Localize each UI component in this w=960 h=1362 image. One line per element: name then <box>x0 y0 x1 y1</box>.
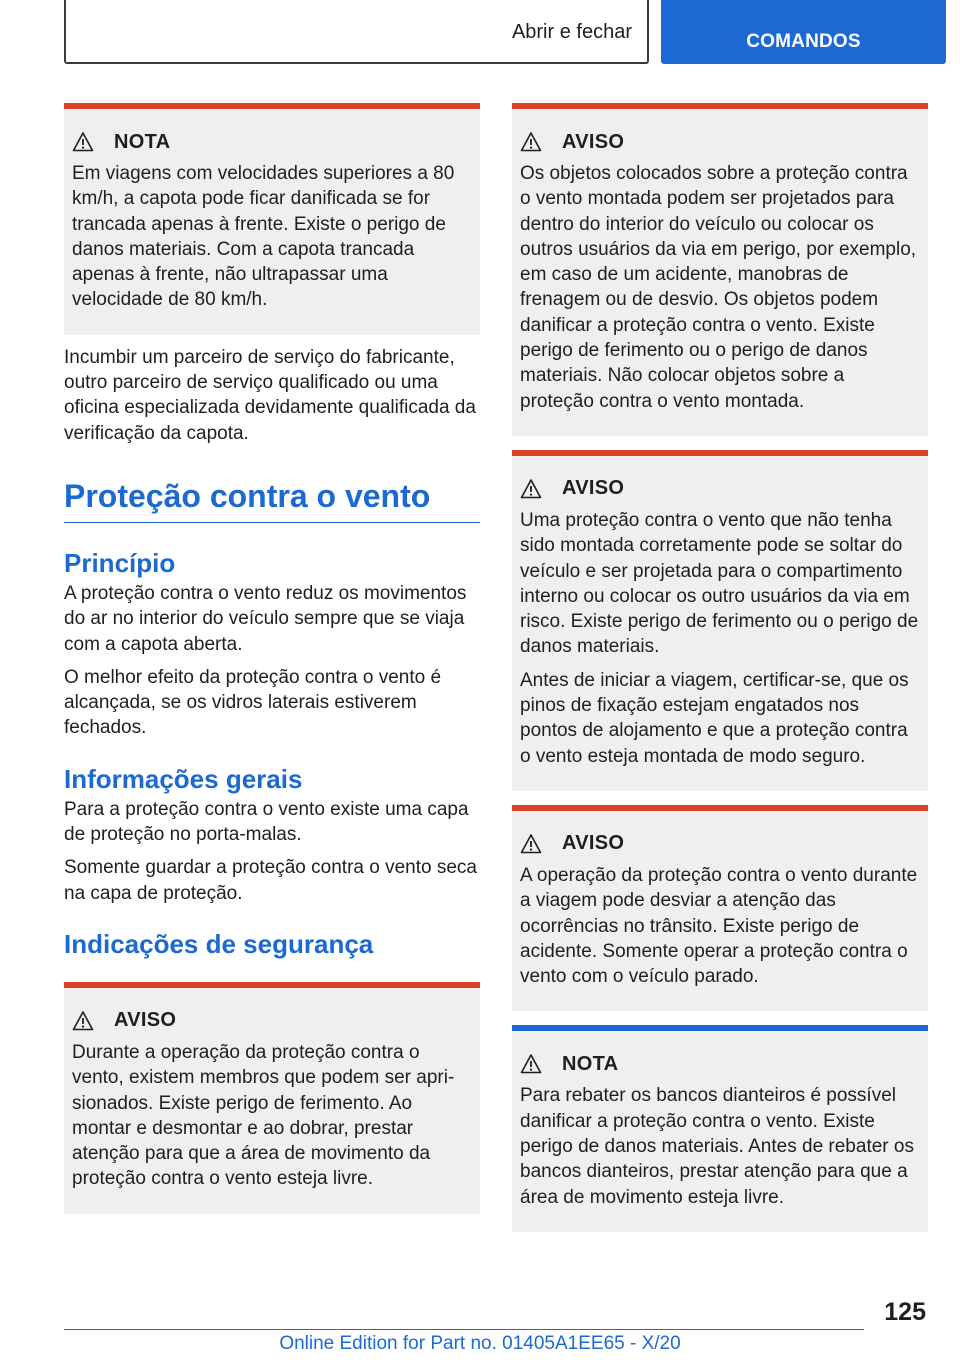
note-text: Em viagens com velocidades superiores a 80 km/h, a capota pode ficar danificada se for trancada apenas à frente. Existe o perigo de danos materiais. Com a capota trancada apenas à frente, não ultrapassar uma velocidade de 80 km/h. <box>72 163 455 311</box>
chapter-tab: COMANDOS <box>661 0 946 64</box>
footer-edition: Online Edition for Part no. 01405A1EE65 - X/20 <box>279 1333 681 1354</box>
note-text: Para rebater os bancos dianteiros é possível danificar a proteção contra o vento. Existe perigo de danos materiais. Antes de rebater os bancos dianteiros, prestar atenção para que a área de movimento esteja livre. <box>520 1085 914 1208</box>
principle-heading: Princípio <box>64 547 176 578</box>
warning-title: AVISO <box>562 477 625 500</box>
warning-triangle-icon <box>72 1010 94 1032</box>
footer-divider <box>64 1329 864 1330</box>
warning-box-objects <box>512 103 928 436</box>
warning-title: AVISO <box>562 832 625 855</box>
page-number: 125 <box>884 1298 926 1326</box>
warning-triangle-icon <box>520 131 542 153</box>
warning-triangle-icon <box>520 478 542 500</box>
note-title: NOTA <box>562 1052 619 1075</box>
warning-box-distraction <box>512 805 928 1011</box>
general-info-text-2: Somente guardar a proteção contra o vento seca na capa de proteção. <box>64 857 477 904</box>
warning-text: Durante a operação da proteção contra o vento, existem membros que podem ser aprisionados. Existe perigo de ferimento. Ao montar e desmontar e ao dobrar, prestar atenção para que a área de movimento da proteção contra o vento esteja livre. <box>72 1041 455 1190</box>
warning-title: AVISO <box>562 130 625 153</box>
right-column <box>512 103 928 1232</box>
warning-triangle-icon <box>520 833 542 855</box>
warning-box-trapping <box>64 982 480 1214</box>
principle-text-2: O melhor efeito da proteção contra o vento é alcançada, se os vidros laterais estiverem fechados. <box>64 666 442 739</box>
left-column <box>64 103 480 1214</box>
general-info-text-1: Para a proteção contra o vento existe uma capa de proteção no porta-malas. <box>64 798 469 846</box>
warning-text-2: Antes de iniciar a viagem, certificar-se, que os pinos de fixação estejam engatados nos pontos de alojamento e que a proteção contra o vento esteja montada de modo seguro. <box>520 669 909 767</box>
principle-text-1: A proteção contra o vento reduz os movimentos do ar no interior do veículo sempre que se viaja com a capota aberta. <box>64 582 467 655</box>
warning-title: AVISO <box>114 1009 177 1032</box>
paragraph-service: Incumbir um parceiro de serviço do fabricante, outro parceiro de serviço qualificado ou uma oficina especializada devidamente qualificada da verificação da capota. <box>64 346 476 444</box>
warning-box-mounting <box>512 450 928 791</box>
warning-triangle-icon <box>72 131 94 153</box>
warning-text-1: Uma proteção contra o vento que não tenha sido montada corretamente pode se soltar do veículo e ser projetada para o compartimento interno ou colocar os outro usuários da via em risco. Existe perigo de ferimento ou o perigo de danos materiais. <box>520 509 919 658</box>
note-box-capota <box>64 103 480 335</box>
header-section-tab <box>64 0 649 64</box>
chapter-heading: Proteção contra o vento <box>64 476 480 523</box>
note-box-seats <box>512 1025 928 1231</box>
note-title: NOTA <box>114 130 171 153</box>
general-info-heading: Informações gerais <box>64 763 303 794</box>
warning-triangle-icon <box>520 1053 542 1075</box>
safety-heading: Indicações de segurança <box>64 928 374 959</box>
section-title: Abrir e fechar <box>511 21 632 43</box>
warning-text: Os objetos colocados sobre a proteção contra o vento montada podem ser projetados para dentro do interior do veículo ou colocar os outros usuários da via em perigo, por exemplo, em caso de um acidente, manobras de frenagem ou de desvio. Os objetos podem danificar a proteção contra o vento. Existe perigo de ferimento ou o perigo de danos materiais. Não colocar objetos sobre a proteção contra o vento montada. <box>520 163 917 412</box>
warning-text: A operação da proteção contra o vento durante a viagem pode desviar a atenção das ocorrências no trânsito. Existe perigo de acidente. Somente operar a proteção contra o vento com o veículo parado. <box>520 864 918 988</box>
